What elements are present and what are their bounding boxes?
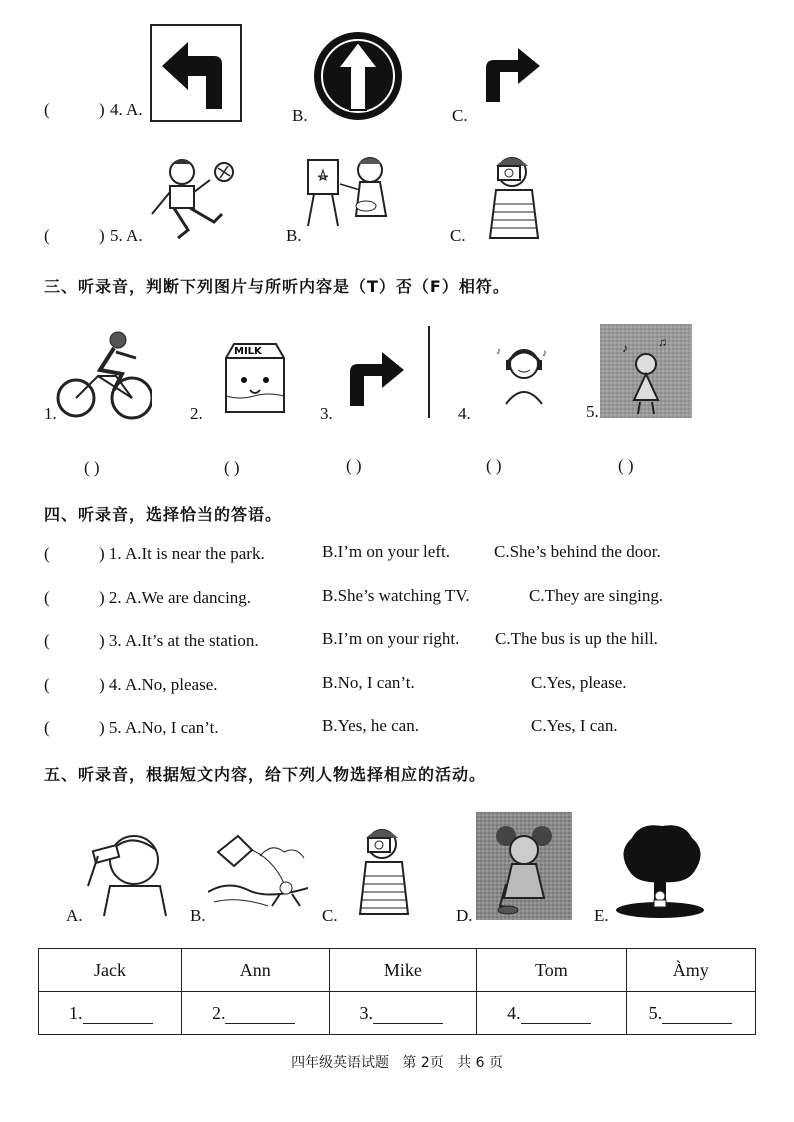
s3-blank-5[interactable]: ( ) (618, 456, 634, 475)
answer-cell-2[interactable] (181, 992, 329, 1035)
answer-line[interactable] (662, 1007, 732, 1024)
divider (428, 326, 430, 418)
girl-taking-photo-icon (480, 150, 548, 240)
answer-number: 5. (648, 1002, 663, 1023)
s4-paren[interactable]: ( (44, 718, 50, 737)
girl-singing-photo-icon (600, 324, 692, 418)
s3-label-1: 1. (44, 404, 57, 423)
s3-label-4: 4. (458, 404, 471, 423)
answer-line[interactable] (225, 1007, 295, 1024)
s3-blank-2[interactable]: ( ) (224, 458, 240, 477)
svg-text:♪: ♪ (496, 346, 501, 357)
turn-left-sign-icon (150, 24, 242, 122)
name-tom: Tom (477, 949, 626, 992)
answer-line[interactable] (83, 1007, 153, 1024)
answer-cell-1[interactable] (39, 992, 182, 1035)
turn-right-arrow-icon (348, 350, 408, 408)
s4-option-c: C.She’s behind the door. (494, 542, 661, 561)
name-mike: Mike (329, 949, 477, 992)
svg-text:♪: ♪ (542, 348, 547, 359)
s4-paren[interactable]: ( (44, 588, 50, 607)
name-row (39, 949, 756, 992)
answer-table (38, 948, 756, 1035)
s4-option-a: ) 1. A.It is near the park. (99, 544, 265, 563)
milk-text: MILK (234, 346, 262, 357)
s4-paren[interactable]: ( (44, 544, 50, 563)
s4-option-a: ) 3. A.It’s at the station. (99, 631, 259, 650)
q4-label-b: B. (292, 106, 308, 125)
s4-option-b: B.I’m on your left. (322, 542, 450, 561)
s3-label-5: 5. (586, 402, 599, 421)
s5-label-b: B. (190, 906, 206, 925)
answer-number: 4. (507, 1002, 521, 1023)
svg-text:♪: ♪ (622, 341, 628, 355)
tree-reading-icon (616, 822, 706, 918)
s5-label-d: D. (456, 906, 473, 925)
q4-paren-close: ) (99, 100, 105, 119)
s4-option-a: ) 4. A.No, please. (99, 675, 218, 694)
s4-paren[interactable]: ( (44, 675, 50, 694)
go-straight-sign-icon (312, 30, 404, 122)
turn-right-arrow-icon (484, 46, 544, 104)
s3-label-2: 2. (190, 404, 203, 423)
q5-paren-close: ) (99, 226, 105, 245)
kite-flying-icon (208, 832, 308, 912)
name-jack: Jack (39, 949, 182, 992)
s5-label-c: C. (322, 906, 338, 925)
s3-blank-1[interactable]: ( ) (84, 458, 100, 477)
section5-heading: 五、听录音，根据短文内容，给下列人物选择相应的活动。 (44, 765, 487, 784)
cyclist-icon (56, 330, 152, 422)
boy-drinking-icon (84, 826, 168, 918)
section4-heading: 四、听录音，选择恰当的答语。 (44, 505, 283, 524)
q4-paren-open: ( (44, 100, 50, 119)
s3-blank-4[interactable]: ( ) (486, 456, 502, 475)
name-ann: Ann (181, 949, 329, 992)
answer-number: 3. (359, 1002, 374, 1023)
s4-paren[interactable]: ( (44, 631, 50, 650)
s4-option-c: C.They are singing. (529, 586, 664, 605)
svg-text:♫: ♫ (658, 335, 667, 349)
s4-option-b: B.She’s watching TV. (322, 586, 470, 605)
s4-option-b: B.I’m on your right. (322, 629, 460, 648)
q5-label-c: C. (450, 226, 466, 245)
s4-option-c: C.Yes, please. (531, 673, 627, 692)
answer-line[interactable] (373, 1007, 443, 1024)
girl-painting-icon (304, 150, 396, 234)
boy-playing-football-icon (148, 150, 240, 242)
page-footer: 四年级英语试题 第 2页 共 6 页 (291, 1055, 503, 1071)
q5-paren-open: ( (44, 226, 50, 245)
s3-label-3: 3. (320, 404, 333, 423)
s4-option-a: ) 2. A.We are dancing. (99, 588, 252, 607)
answer-line[interactable] (521, 1007, 591, 1024)
name-amy: Àmy (626, 949, 755, 992)
answer-cell-3[interactable] (329, 992, 477, 1035)
milk-carton-icon (220, 340, 290, 416)
girl-taking-photo-icon (350, 822, 418, 916)
q5-label-b: B. (286, 226, 302, 245)
s4-option-c: C.The bus is up the hill. (495, 629, 658, 648)
answer-cell-4[interactable] (477, 992, 626, 1035)
q5-label-a: 5. A. (110, 226, 143, 245)
girl-gardening-photo-icon (476, 812, 572, 920)
s5-label-e: E. (594, 906, 609, 925)
s4-option-b: B.Yes, he can. (322, 716, 419, 735)
s3-blank-3[interactable]: ( ) (346, 456, 362, 475)
s4-option-c: C.Yes, I can. (531, 716, 618, 735)
answer-cell-5[interactable] (626, 992, 755, 1035)
q4-label-c: C. (452, 106, 468, 125)
answer-number: 1. (69, 1002, 83, 1023)
s5-label-a: A. (66, 906, 83, 925)
s4-option-b: B.No, I can’t. (322, 673, 415, 692)
q4-label-a: 4. A. (110, 100, 143, 119)
section3-heading: 三、听录音，判断下列图片与所听内容是（T）否（F）相符。 (44, 277, 510, 296)
boy-listening-music-icon (494, 340, 554, 406)
answer-row (39, 992, 756, 1035)
s4-option-a: ) 5. A.No, I can’t. (99, 718, 219, 737)
answer-number: 2. (211, 1002, 226, 1023)
